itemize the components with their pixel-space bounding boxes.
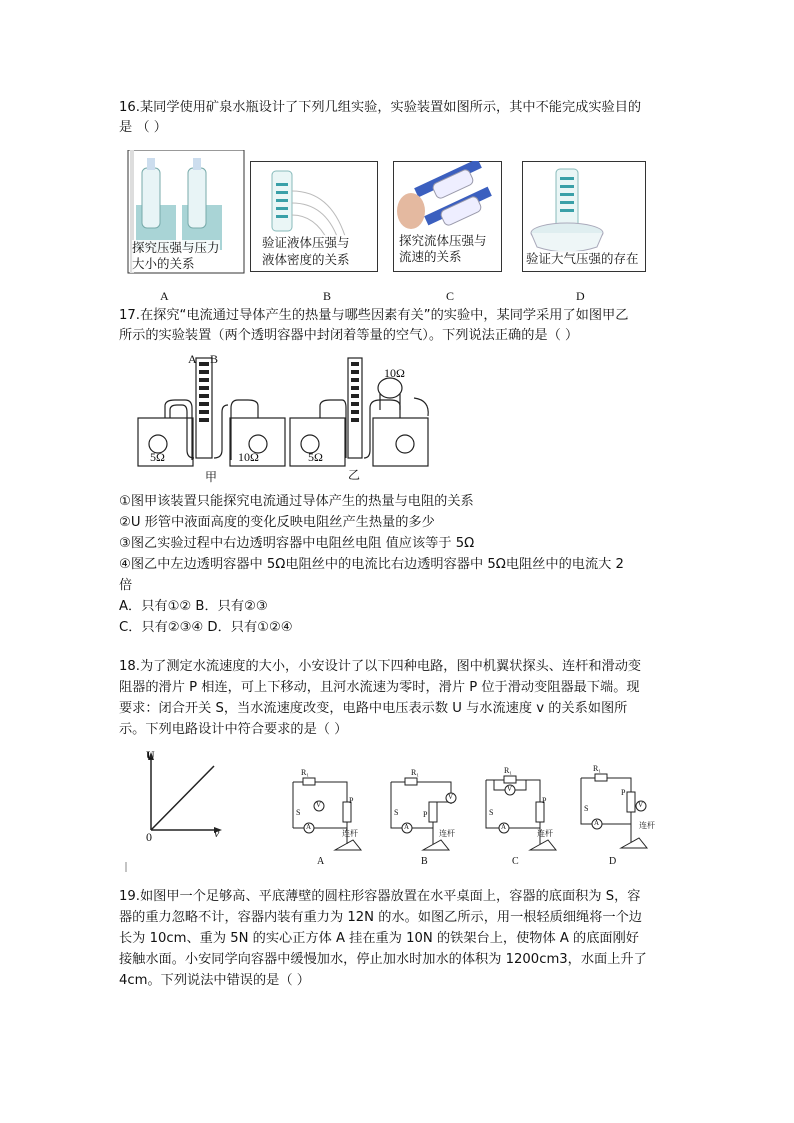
circuit-b-letter: B [421, 856, 428, 867]
q18-circuit-c [480, 768, 570, 866]
circuit-d-letter: D [609, 856, 617, 867]
q17-caption-jia: 甲 [205, 470, 218, 484]
circuit-b-voltmeter-label: V [448, 793, 454, 801]
q16-c-label-line2: 流速的关系 [399, 249, 462, 264]
q16-stem-line2: 是 （ ） [119, 120, 167, 135]
q17-caption-yi: 乙 [348, 468, 361, 482]
circuit-a-switch-label: S [296, 808, 301, 817]
q17-jia-left-resistor: 5Ω [150, 450, 165, 464]
q17-statement-4b: 倍 [119, 578, 133, 593]
q17-statement-4a: ④图乙中左边透明容器中 5Ω电阻丝中的电流比右边透明容器中 5Ω电阻丝中的电流大 2 [119, 557, 624, 572]
q17-statement-2: ②U 形管中液面高度的变化反映电阻丝产生热量的多少 [119, 515, 435, 530]
circuit-d-voltmeter-label: V [638, 801, 644, 809]
circuit-diagram-d [573, 768, 663, 866]
circuit-a-ammeter-label: A [306, 823, 312, 831]
q16-c-label-line1: 探究流体压强与 [399, 233, 487, 248]
q18-stem-line3: 要求：闭合开关 S，当水流速度改变，电路中电压表示数 U 与水流速度 v 的关系如图所 [119, 701, 628, 716]
circuit-b-rod-label: 连杆 [439, 829, 455, 838]
circuit-diagram-c [480, 768, 570, 866]
q16-option-c: C [446, 289, 455, 303]
q16-stem-line1: 16.某同学使用矿泉水瓶设计了下列几组实验，实验装置如图所示，其中不能完成实验目的 [119, 100, 642, 115]
circuit-b-ammeter-label: A [404, 823, 410, 831]
circuit-c-switch-label: S [489, 808, 494, 817]
graph-origin-label: 0 [146, 830, 152, 844]
circuit-c-r1-label: R₁ [504, 766, 513, 775]
linear-graph [118, 746, 233, 876]
q17-statement-3: ③图乙实验过程中右边透明容器中电阻丝电阻 值应该等于 5Ω [119, 536, 475, 551]
circuit-diagram-b [383, 768, 473, 866]
q18-stem-line2: 阻器的滑片 P 相连，可上下移动，且河水流速为零时，滑片 P 位于滑动变阻器最下端。现 [119, 680, 640, 695]
q16-a-label-line2: 大小的关系 [132, 256, 195, 271]
q18-circuit-d [573, 764, 663, 867]
circuit-b-r1-label: R₁ [411, 768, 420, 777]
q18-circuit-a [285, 768, 367, 866]
q16-figure-d [522, 161, 646, 272]
circuit-d-r1-label: R₁ [593, 764, 602, 773]
circuit-d-switch-label: S [584, 804, 589, 813]
q16-b-label-line2: 液体密度的关系 [262, 252, 350, 267]
circuit-d-rod-label: 连杆 [639, 821, 655, 830]
circuit-a-letter: A [317, 856, 325, 867]
q17-label-a: A [188, 352, 197, 366]
circuit-b-switch-label: S [394, 808, 399, 817]
q17-statement-1: ①图甲该装置只能探究电流通过导体产生的热量与电阻的关系 [119, 494, 474, 509]
q17-options-ab: A．只有①② B．只有②③ [119, 599, 268, 614]
q17-jia-right-resistor: 10Ω [238, 450, 259, 464]
q16-figure-a [126, 150, 246, 275]
circuit-a-r1-label: R₁ [301, 768, 310, 777]
q16-option-d: D [576, 289, 585, 303]
q16-d-label: 验证大气压强的存在 [526, 251, 639, 266]
q17-options-cd: C．只有②③④ D．只有①②④ [119, 620, 293, 635]
q17-label-b: B [210, 352, 219, 366]
q17-yi-left-resistor: 5Ω [308, 450, 323, 464]
circuit-d-ammeter-label: A [594, 819, 600, 827]
q17-stem-line1: 17.在探究“电流通过导体产生的热量与哪些因素有关”的实验中，某同学采用了如图甲乙 [119, 308, 629, 323]
q19-stem-line2: 器的重力忽略不计，容器内装有重力为 12N 的水。如图乙所示，用一根轻质细绳将一个边 [119, 910, 642, 925]
q18-stem-line4: 示。下列电路设计中符合要求的是（ ） [119, 722, 348, 737]
circuit-d-slider-label: P [621, 788, 626, 797]
circuit-c-ammeter-label: A [501, 823, 507, 831]
circuit-b-slider-label: P [423, 810, 428, 819]
circuit-c-letter: C [512, 856, 519, 867]
q16-a-label-line1: 探究压强与压力 [132, 240, 220, 255]
q16-figure-b [250, 161, 378, 272]
circuit-a-voltmeter-label: V [316, 801, 322, 809]
q19-stem-line4: 接触水面。小安同学向容器中缓慢加水，停止加水时加水的体积为 1200cm3，水面上升了 [119, 952, 647, 967]
q16-figure-c [393, 161, 502, 272]
q17-stem-line2: 所示的实验装置（两个透明容器中封闭着等量的空气）。下列说法正确的是（ ） [119, 328, 579, 343]
q19-stem-line3: 长为 10cm、重为 5N 的实心正方体 A 挂在重为 10N 的铁架台上，使物体 A 的底面刚好 [119, 931, 639, 946]
q18-circuit-b [383, 768, 473, 866]
circuit-diagram-a [285, 768, 367, 866]
circuit-a-rod-label: 连杆 [342, 829, 358, 838]
q18-stem-line1: 18.为了测定水流速度的大小，小安设计了以下四种电路，图中机翼状探头、连杆和滑动变 [119, 659, 642, 674]
circuit-c-voltmeter-label: V [507, 785, 513, 793]
q17-yi-top-resistor: 10Ω [384, 366, 405, 380]
circuit-a-slider-label: P [349, 796, 354, 805]
graph-x-label: v [214, 826, 220, 840]
q18-uv-graph [118, 746, 233, 876]
q17-figure [130, 350, 440, 490]
q16-option-b: B [323, 289, 332, 303]
q19-stem-line5: 4cm。下列说法中错误的是（ ） [119, 973, 310, 988]
q19-stem-line1: 19.如图甲一个足够高、平底薄壁的圆柱形容器放置在水平桌面上，容器的底面积为 S，容 [119, 889, 641, 904]
q16-option-a: A [160, 289, 169, 303]
q16-b-label-line1: 验证液体压强与 [262, 235, 350, 250]
circuit-c-slider-label: P [542, 796, 547, 805]
graph-y-label: U [146, 748, 155, 762]
circuit-c-rod-label: 连杆 [537, 829, 553, 838]
